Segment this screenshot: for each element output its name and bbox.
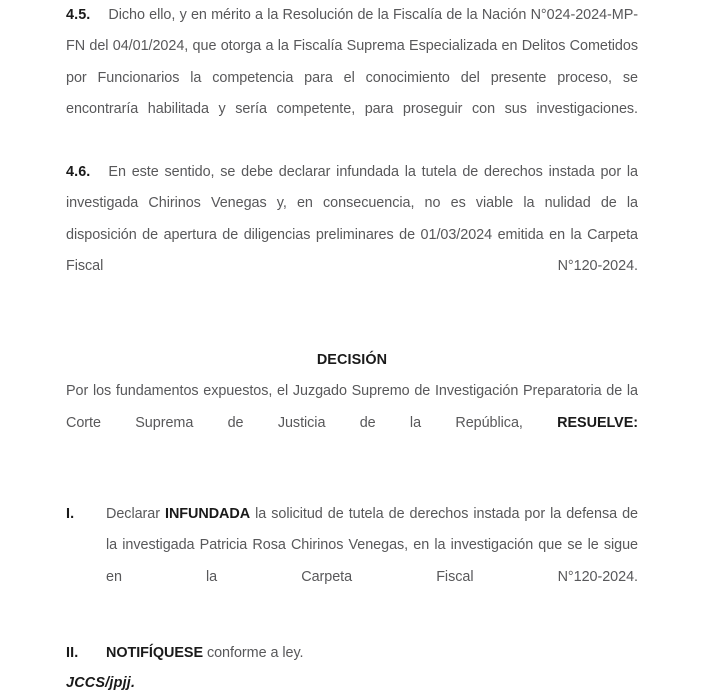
clause-paragraph-4-5 [66,0,638,157]
resolution-item-2 [66,638,638,669]
resolution-marker-2: II. [66,645,79,662]
document-content [66,0,638,696]
resolution-text-before-1: Declarar [106,505,165,522]
section-spacer [66,314,638,345]
decision-intro-text: Por los fundamentos expuestos, el Juzgado Supremo de Investigación Preparatoria de la Corte Suprema de Justicia de la República, [66,383,638,431]
resolution-item-1 [66,499,638,625]
resolution-text-after-1: la solicitud de tutela de derechos instada por la defensa de la investigada Patricia Rosa Chirinos Venegas, en la investigación que se le sigue en la Carpeta Fiscal N°120-2024. [106,505,638,585]
clause-number-4-5: 4.5. [66,7,91,23]
clause-number-4-6: 4.6. [66,164,91,181]
clause-paragraph-4-6 [66,157,638,314]
resolution-items-spacer [66,624,638,638]
signature-initials: JCCS/jpjj. [66,674,136,691]
decision-intro-paragraph [66,376,638,470]
clause-text-4-5: Dicho ello, y en mérito a la Resolución de la Fiscalía de la Nación N°024-2024-MP-FN del 04/01/2024, que otorga a la Fiscalía Suprema Especializada en Delitos Cometidos por Funcionarios la competencia para el conocimiento del presente proceso, se encontraría habilitada y sería competente, para proseguir con sus investigaciones. [66,7,638,118]
resolution-text-after-2: conforme a ley. [203,645,304,662]
decision-heading: DECISIÓN [316,352,388,369]
decision-list-spacer [66,471,638,499]
resolution-emphasis-2: NOTIFÍQUESE [106,645,203,662]
decision-resuelve-label: RESUELVE: [557,414,638,431]
resolution-emphasis-1: INFUNDADA [165,505,251,522]
resolution-marker-1: I. [66,505,75,522]
clause-text-4-6: En este sentido, se debe declarar infundada la tutela de derechos instada por la investigada Chirinos Venegas y, en consecuencia, no es viable la nulidad de la disposición de apertura de diligencias preliminares de 01/03/2024 emitida en la Carpeta Fiscal N°120-2024. [66,164,638,275]
